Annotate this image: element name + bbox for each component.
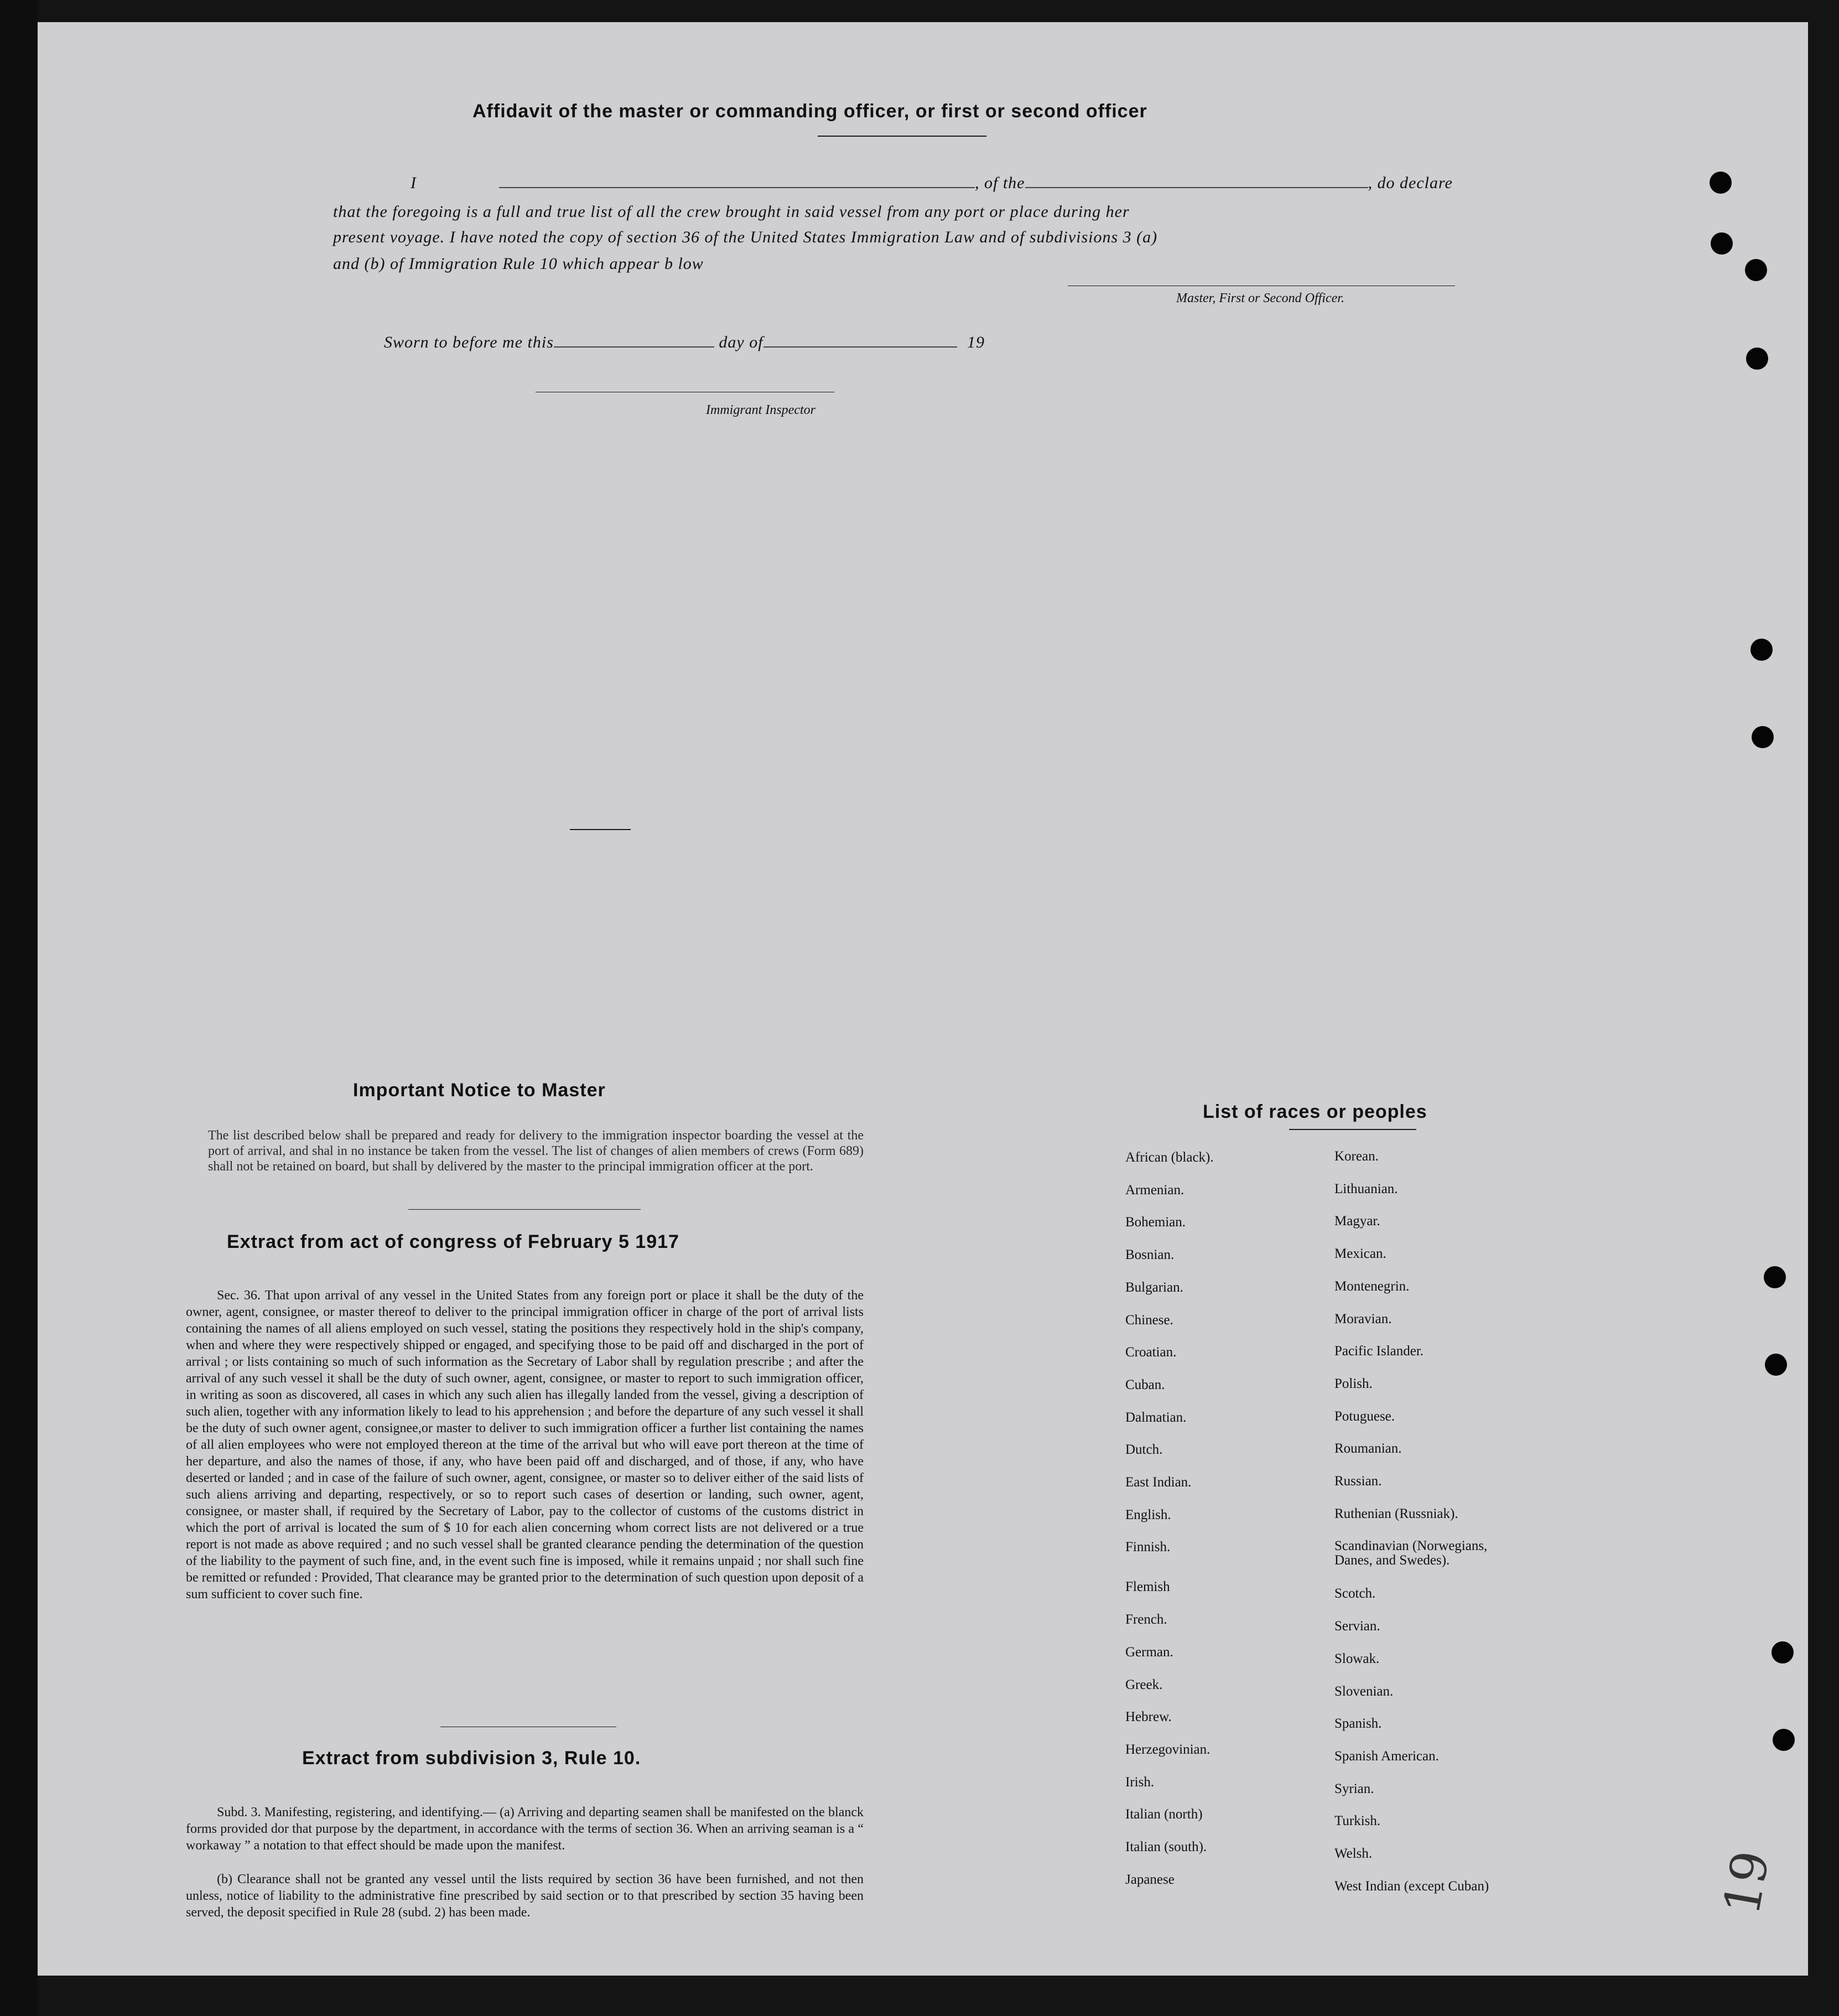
affidavit-of-the: , of the bbox=[975, 174, 1025, 192]
race-item: Dalmatian. bbox=[1125, 1409, 1187, 1425]
race-item: Welsh. bbox=[1334, 1846, 1373, 1861]
punch-hole bbox=[1765, 1354, 1787, 1376]
affidavit-title: Affidavit of the master or commanding officer, or first or second officer bbox=[472, 101, 1147, 122]
extract-act-title: Extract from act of congress of February 5 1917 bbox=[227, 1231, 679, 1252]
punch-hole bbox=[1711, 232, 1733, 255]
race-item: Greek. bbox=[1125, 1677, 1163, 1692]
race-item: Syrian. bbox=[1334, 1781, 1374, 1796]
vessel-blank[interactable] bbox=[1025, 187, 1368, 188]
races-title: List of races or peoples bbox=[1203, 1101, 1427, 1122]
notice-title: Important Notice to Master bbox=[353, 1080, 606, 1101]
race-item: French. bbox=[1125, 1612, 1167, 1628]
race-item: Mexican. bbox=[1334, 1246, 1386, 1262]
race-item: Japanese bbox=[1125, 1872, 1175, 1887]
race-item: Scandinavian (Norwegians, bbox=[1334, 1538, 1488, 1554]
punch-hole bbox=[1764, 1266, 1786, 1288]
race-item: Hebrew. bbox=[1125, 1709, 1172, 1725]
race-item: Scotch. bbox=[1334, 1586, 1376, 1602]
affidavit-line4: and (b) of Immigration Rule 10 which appear b low bbox=[333, 255, 704, 273]
affidavit-I: I bbox=[411, 174, 417, 192]
race-item: Chinese. bbox=[1125, 1312, 1173, 1328]
race-item: Irish. bbox=[1125, 1774, 1155, 1790]
race-item: English. bbox=[1125, 1507, 1171, 1522]
race-item: Spanish American. bbox=[1334, 1748, 1439, 1764]
race-item: Pacific Islander. bbox=[1334, 1344, 1424, 1359]
punch-hole bbox=[1773, 1729, 1795, 1751]
race-item: Bulgarian. bbox=[1125, 1279, 1183, 1295]
notice-rule bbox=[408, 1209, 641, 1210]
race-item: East Indian. bbox=[1125, 1475, 1192, 1490]
affidavit-line3: present voyage. I have noted the copy of section 36 of the United States Immigration Law and of subdivisions 3 (a) bbox=[333, 228, 1158, 246]
race-item: Korean. bbox=[1334, 1149, 1379, 1164]
race-item: Roumanian. bbox=[1334, 1441, 1402, 1457]
race-item: Lithuanian. bbox=[1334, 1181, 1398, 1196]
race-item: Slowak. bbox=[1334, 1651, 1380, 1666]
sworn-label: Sworn to before me this bbox=[384, 333, 554, 351]
punch-hole bbox=[1746, 348, 1768, 370]
races-title-rule bbox=[1289, 1129, 1416, 1130]
race-item: Ruthenian (Russniak). bbox=[1334, 1506, 1458, 1521]
rule-10-para-b: (b) Clearance shall not be granted any vessel until the lists required by section 36 have been furnished, and not then unless, notice of liability to the administrative fine prescribed by said section or to that prescribed by section 35 having been served, the deposit specified in Rule 28 (subd. 2) has been made. bbox=[186, 1872, 864, 1920]
inspector-signature-label: Immigrant Inspector bbox=[706, 403, 815, 417]
race-item: Cuban. bbox=[1125, 1377, 1165, 1392]
extract-rule-title: Extract from subdivision 3, Rule 10. bbox=[302, 1748, 641, 1769]
name-blank[interactable] bbox=[499, 187, 975, 188]
month-blank[interactable] bbox=[763, 346, 957, 348]
race-item: Polish. bbox=[1334, 1376, 1373, 1391]
race-item: Servian. bbox=[1334, 1619, 1380, 1634]
punch-hole bbox=[1750, 639, 1773, 661]
punch-hole bbox=[1752, 726, 1774, 748]
section-36-text: Sec. 36. That upon arrival of any vessel in the United States from any foreign port or place it shall be the duty of the owner, agent, consignee, or master thereof to deliver to the principal immigration officer in charge of the port of arrival lists containing the names of all aliens employed on such vessel, stating the positions they respectively hold in the ship's company, when and where they were respectively shipped or engaged, and specifying those to be paid off and discharged in the port of arrival ; or lists containing so much of such information as the Secretary of Labor shall by regulation prescribe ; and after the arrival of any such vessel it shall be the duty of such owner, agent, consignee, or master to report to such immigration officer, in writing as soon as discovered, all cases in which any such alien has illegally landed from the vessel, giving a description of such alien, together with any information likely to lead to his apprehension ; and before the departure of any such vessel it shall be the duty of such owner agent, consignee,or master to deliver to such immigration officer a further list containing the names of all alien employees who were not employed thereon at the time of the arrival but who will eave port thereon at the time of her departure, and also the names of those, if any, who have been paid off and discharged, and of those, if any, who have deserted or landed ; and in case of the failure of such owner, agent, consignee, or master so to deliver either of the said lists of such aliens arriving and departing, respectively, or so to report such cases of desertion or landing, such owner, agent, consignee, or master shall, if required by the Secretary of Labor, pay to the collector of customs of the customs district in which the port of arrival is located the sum of $ 10 for each alien concerning whom correct lists are not delivered or a true report is not made as above required ; and no such vessel shall be granted clearance pending the determination of the question of the liability to the payment of such fine, and, in the event such fine is imposed, while it remains unpaid ; nor shall such fine be remitted or refunded : Provided, That clearance may be granted prior to the determination of such question upon deposit of a sum sufficient to cover such fine. bbox=[186, 1288, 864, 1602]
punch-hole bbox=[1745, 259, 1767, 281]
race-item: Flemish bbox=[1125, 1579, 1170, 1595]
race-item: Bohemian. bbox=[1125, 1215, 1186, 1230]
year-label: 19 bbox=[967, 333, 985, 351]
race-item: Turkish. bbox=[1334, 1813, 1381, 1829]
day-of-label: day of bbox=[719, 333, 763, 351]
race-item: Bosnian. bbox=[1125, 1247, 1175, 1263]
sworn-line bbox=[384, 330, 985, 355]
race-item: West Indian (except Cuban) bbox=[1334, 1878, 1489, 1894]
race-item: Russian. bbox=[1334, 1474, 1382, 1489]
mid-dash bbox=[570, 829, 631, 830]
master-signature-label: Master, First or Second Officer. bbox=[1176, 291, 1344, 305]
race-item: Italian (north) bbox=[1125, 1807, 1203, 1822]
punch-hole bbox=[1710, 172, 1732, 194]
race-item: Spanish. bbox=[1334, 1716, 1382, 1732]
race-item: Magyar. bbox=[1334, 1214, 1380, 1229]
race-item: Potuguese. bbox=[1334, 1408, 1395, 1424]
race-item: African (black). bbox=[1125, 1150, 1214, 1165]
day-blank[interactable] bbox=[554, 346, 714, 348]
scan-left-edge bbox=[0, 0, 38, 2016]
rule-10-para-a: Subd. 3. Manifesting, registering, and identifying.— (a) Arriving and departing seamen shall be manifested on the blanck forms provided dor that purpose by the department, in accordance with the terms of section 36. When an arriving seaman is a “ workaway ” a notation to that effect should be made upon the manifest. bbox=[186, 1805, 864, 1853]
race-item: Croatian. bbox=[1125, 1345, 1177, 1360]
punch-hole bbox=[1772, 1641, 1794, 1663]
margin-note: 19 bbox=[1712, 1846, 1781, 1920]
notice-text: The list described below shall be prepared and ready for delivery to the immigration inspector boarding the vessel at the port of arrival, and shal in no instance be taken from the vessel. The list of changes of alien members of crews (Form 689) shall not be retained on board, but shall by delivered by the master to the principal immigration officer at the port. bbox=[208, 1128, 864, 1174]
race-item: Slovenian. bbox=[1334, 1683, 1394, 1699]
race-item: Dutch. bbox=[1125, 1442, 1163, 1458]
race-item: Montenegrin. bbox=[1334, 1278, 1410, 1294]
affidavit-do-declare: , do declare bbox=[1368, 174, 1453, 192]
race-item: Danes, and Swedes). bbox=[1334, 1553, 1450, 1568]
race-item: Moravian. bbox=[1334, 1311, 1392, 1326]
race-item: Armenian. bbox=[1125, 1182, 1185, 1198]
affidavit-line2: that the foregoing is a full and true list of all the crew brought in said vessel from any port or place during her bbox=[333, 203, 1130, 221]
race-item: Finnish. bbox=[1125, 1540, 1171, 1555]
affidavit-title-rule bbox=[818, 136, 986, 137]
race-item: Italian (south). bbox=[1125, 1839, 1207, 1854]
race-item: Herzegovinian. bbox=[1125, 1742, 1211, 1757]
race-item: German. bbox=[1125, 1644, 1173, 1660]
document-page bbox=[38, 22, 1808, 1976]
affidavit-line1 bbox=[333, 170, 1453, 196]
